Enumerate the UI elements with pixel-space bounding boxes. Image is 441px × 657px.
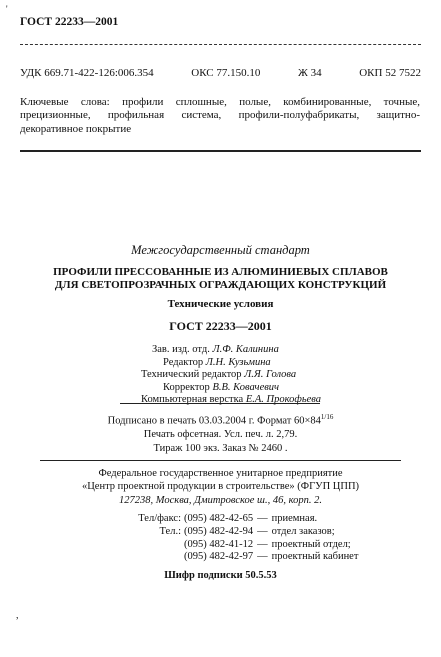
udk-code: УДК 669.71-422-126:006.354 [20, 67, 154, 79]
staff-role: Редактор [163, 356, 204, 368]
phone-row: Тел.: (095) 482-42-94 — отдел заказов; [126, 526, 358, 539]
phone-row: Тел/факс: (095) 482-42-65 — приемная. [126, 513, 358, 526]
document-title [0, 266, 441, 291]
organization [0, 468, 441, 494]
page-mark: , [16, 610, 19, 621]
standard-type: Межгосударственный стандарт [131, 243, 310, 257]
document-subtitle: Технические условия [167, 298, 274, 310]
staff-row [141, 394, 321, 407]
staff-row [141, 369, 321, 382]
phone-desc: отдел заказов; [271, 525, 335, 537]
phone-desc: проектный кабинет [271, 551, 359, 563]
staff-role: Корректор [163, 381, 210, 393]
staff-role: Зав. изд. отд. [152, 344, 210, 355]
staff-row [152, 382, 321, 395]
phone-number: (095) 482-42-65 [184, 513, 254, 524]
phone-label: Тел/факс: [138, 513, 181, 524]
org-line-2: «Центр проектной продукции в строительстве» (ФГУП ЦПП) [81, 480, 360, 492]
keywords-divider [20, 150, 421, 152]
staff-list [141, 344, 321, 407]
org-divider [40, 460, 401, 461]
signed-to-print: Подписано в печать 03.03.2004 г. Формат $60\times 84^{1/16}$ [107, 413, 334, 427]
org-line-1: Федеральное государственное унитарное предприятие [98, 468, 343, 479]
gost-code: ГОСТ 22233—2001 [169, 319, 272, 333]
classification-codes [20, 67, 421, 79]
zh-code: Ж 34 [298, 67, 322, 79]
staff-role: Технический редактор [141, 369, 242, 381]
header-divider [20, 44, 421, 45]
phone-desc: приемная. [271, 513, 318, 524]
phone-label [126, 539, 184, 552]
subscription-code: Шифр подписки 50.5.53 [164, 570, 277, 581]
corner-mark: ' [6, 4, 8, 14]
org-address: 127238, Москва, Дмитровское ш., 46, корп. 2. [119, 495, 322, 506]
phone-list [126, 513, 358, 564]
staff-name: Е.А. Прокофьева [245, 394, 321, 406]
phone-row: (095) 482-41-12 — проектный отдел; [126, 539, 358, 552]
phone-number: (095) 482-41-12 [184, 538, 254, 550]
title-line-1: ПРОФИЛИ ПРЕССОВАННЫЕ ИЗ АЛЮМИНИЕВЫХ СПЛАВОВ [53, 266, 388, 278]
publishing-info [0, 411, 441, 456]
staff-name: Л.Я. Голова [244, 369, 297, 381]
phone-label: Тел.: [159, 525, 181, 537]
print-info: Печать офсетная. Усл. печ. л. 2,79. [143, 429, 298, 441]
staff-row [152, 357, 321, 370]
oks-code: ОКС 77.150.10 [191, 67, 261, 79]
keywords-paragraph: Ключевые слова: профили сплошные, полые, комбинированные, точные, прецизионные, профильная система, профили-полуфабрикаты, защитно-декоративное покрытие [20, 96, 420, 135]
phone-number: (095) 482-42-97 [184, 551, 254, 563]
staff-name: Л.Ф. Калинина [212, 344, 279, 355]
staff-name: Л.Н. Кузьмина [205, 356, 271, 368]
phone-number: (095) 482-42-94 [184, 525, 254, 537]
okp-code: ОКП 52 7522 [359, 67, 421, 79]
publishing-divider [120, 403, 320, 404]
staff-role: Компьютерная верстка [141, 394, 244, 406]
staff-row [152, 344, 321, 357]
phone-label [126, 551, 184, 564]
format-fraction: 1/16 [320, 413, 334, 421]
circulation-info: Тираж 100 экз. Заказ № 2460 . [153, 443, 288, 455]
phone-row: (095) 482-42-97 — проектный кабинет [126, 551, 358, 564]
staff-name: В.В. Ковачевич [212, 381, 280, 393]
title-line-2: ДЛЯ СВЕТОПРОЗРАЧНЫХ ОГРАЖДАЮЩИХ КОНСТРУКЦИЙ [54, 278, 387, 291]
header-gost-code: ГОСТ 22233—2001 [20, 16, 119, 28]
phone-desc: проектный отдел; [271, 538, 351, 550]
